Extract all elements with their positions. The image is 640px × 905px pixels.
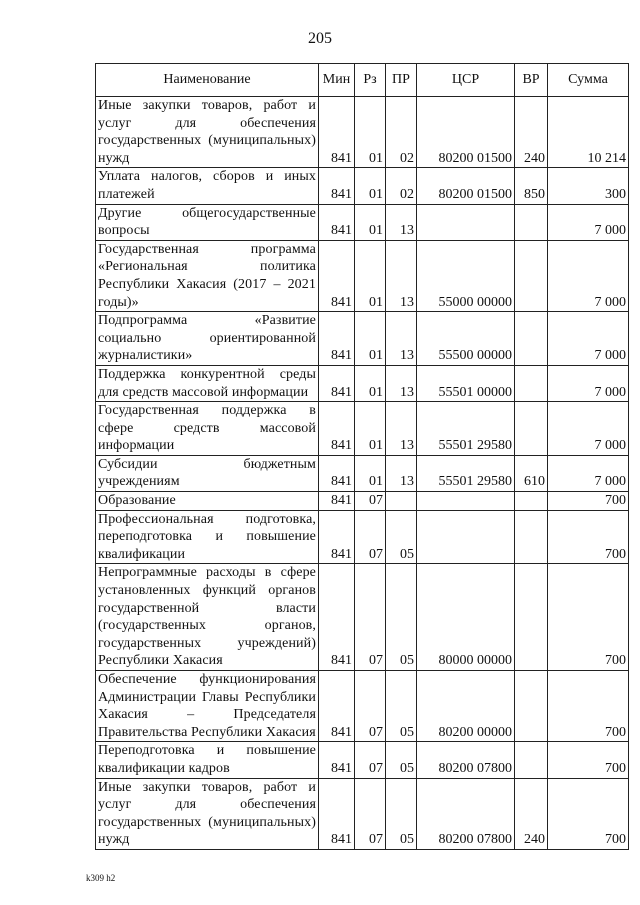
row-pr: 13 <box>386 240 417 311</box>
row-rz: 01 <box>355 312 386 366</box>
row-csr: 55501 29580 <box>417 455 515 491</box>
row-vr <box>515 240 548 311</box>
row-name: Переподготовка и повышение квалификации кадров <box>96 742 319 778</box>
row-pr: 05 <box>386 742 417 778</box>
row-rz: 07 <box>355 742 386 778</box>
row-rz: 07 <box>355 778 386 849</box>
row-pr <box>386 492 417 511</box>
table-row <box>96 671 629 742</box>
row-name: Другие общегосударственные вопросы <box>96 204 319 240</box>
footer-code: k309 h2 <box>86 873 116 883</box>
row-pr: 13 <box>386 204 417 240</box>
row-csr <box>417 510 515 564</box>
table-row <box>96 402 629 456</box>
row-csr: 80000 00000 <box>417 564 515 671</box>
row-name: Непрограммные расходы в сфере установленных функций органов государственной власти (государственных органов, государственных учреждений) Республики Хакасия <box>96 564 319 671</box>
table-row <box>96 312 629 366</box>
row-sum: 7 000 <box>548 312 629 366</box>
row-pr: 05 <box>386 510 417 564</box>
row-pr: 13 <box>386 455 417 491</box>
row-name: Уплата налогов, сборов и иных платежей <box>96 168 319 204</box>
row-csr <box>417 204 515 240</box>
row-sum: 700 <box>548 564 629 671</box>
row-pr: 05 <box>386 778 417 849</box>
row-csr: 55500 00000 <box>417 312 515 366</box>
row-sum: 700 <box>548 778 629 849</box>
table-row <box>96 492 629 511</box>
row-min: 841 <box>319 778 355 849</box>
row-pr: 05 <box>386 671 417 742</box>
row-vr: 850 <box>515 168 548 204</box>
row-vr <box>515 510 548 564</box>
row-sum: 10 214 <box>548 97 629 168</box>
row-rz: 07 <box>355 510 386 564</box>
row-sum: 700 <box>548 492 629 511</box>
table-row <box>96 97 629 168</box>
table-row <box>96 742 629 778</box>
row-min: 841 <box>319 365 355 401</box>
row-name: Поддержка конкурентной среды для средств массовой информации <box>96 365 319 401</box>
row-rz: 07 <box>355 492 386 511</box>
row-csr <box>417 492 515 511</box>
row-min: 841 <box>319 240 355 311</box>
table-row <box>96 168 629 204</box>
row-csr: 80200 01500 <box>417 168 515 204</box>
row-vr: 240 <box>515 778 548 849</box>
row-vr: 610 <box>515 455 548 491</box>
row-rz: 01 <box>355 168 386 204</box>
page-number: 205 <box>308 30 332 47</box>
row-pr: 05 <box>386 564 417 671</box>
row-min: 841 <box>319 510 355 564</box>
row-rz: 01 <box>355 365 386 401</box>
row-rz: 07 <box>355 564 386 671</box>
budget-table <box>95 63 629 850</box>
row-rz: 01 <box>355 97 386 168</box>
row-vr: 240 <box>515 97 548 168</box>
table-row <box>96 778 629 849</box>
row-sum: 700 <box>548 742 629 778</box>
row-sum: 7 000 <box>548 402 629 456</box>
header-name: Наименование <box>96 64 319 97</box>
table-header-row <box>96 64 629 97</box>
row-name: Образование <box>96 492 319 511</box>
row-min: 841 <box>319 168 355 204</box>
row-csr: 55501 00000 <box>417 365 515 401</box>
row-name: Государственная поддержка в сфере средств массовой информации <box>96 402 319 456</box>
row-name: Иные закупки товаров, работ и услуг для обеспечения государственных (муниципальных) нужд <box>96 778 319 849</box>
row-csr: 80200 01500 <box>417 97 515 168</box>
row-name: Государственная программа «Региональная политика Республики Хакасия (2017 – 2021 годы)» <box>96 240 319 311</box>
row-vr <box>515 312 548 366</box>
row-name: Иные закупки товаров, работ и услуг для обеспечения государственных (муниципальных) нужд <box>96 97 319 168</box>
row-min: 841 <box>319 742 355 778</box>
row-csr: 55000 00000 <box>417 240 515 311</box>
header-vr: ВР <box>515 64 548 97</box>
table-row <box>96 564 629 671</box>
row-min: 841 <box>319 312 355 366</box>
table-row <box>96 240 629 311</box>
header-csr: ЦСР <box>417 64 515 97</box>
row-sum: 700 <box>548 671 629 742</box>
row-min: 841 <box>319 671 355 742</box>
row-vr <box>515 742 548 778</box>
row-name: Подпрограмма «Развитие социально ориентированной журналистики» <box>96 312 319 366</box>
table-row <box>96 455 629 491</box>
row-pr: 13 <box>386 402 417 456</box>
row-csr: 80200 07800 <box>417 742 515 778</box>
row-sum: 7 000 <box>548 204 629 240</box>
row-rz: 01 <box>355 204 386 240</box>
row-pr: 02 <box>386 168 417 204</box>
row-vr <box>515 564 548 671</box>
table-row <box>96 204 629 240</box>
row-vr <box>515 204 548 240</box>
row-min: 841 <box>319 564 355 671</box>
row-min: 841 <box>319 204 355 240</box>
row-name: Обеспечение функционирования Администрации Главы Республики Хакасия – Председателя Правительства Республики Хакасия <box>96 671 319 742</box>
row-csr: 80200 07800 <box>417 778 515 849</box>
header-sum: Сумма <box>548 64 629 97</box>
row-csr: 55501 29580 <box>417 402 515 456</box>
row-min: 841 <box>319 402 355 456</box>
header-pr: ПР <box>386 64 417 97</box>
row-rz: 01 <box>355 240 386 311</box>
row-rz: 01 <box>355 455 386 491</box>
row-sum: 7 000 <box>548 455 629 491</box>
header-min: Мин <box>319 64 355 97</box>
row-vr <box>515 365 548 401</box>
row-rz: 01 <box>355 402 386 456</box>
row-vr <box>515 671 548 742</box>
row-pr: 13 <box>386 312 417 366</box>
row-sum: 300 <box>548 168 629 204</box>
row-pr: 13 <box>386 365 417 401</box>
table-row <box>96 510 629 564</box>
row-sum: 700 <box>548 510 629 564</box>
row-csr: 80200 00000 <box>417 671 515 742</box>
row-pr: 02 <box>386 97 417 168</box>
table-row <box>96 365 629 401</box>
row-name: Профессиональная подготовка, переподготовка и повышение квалификации <box>96 510 319 564</box>
row-vr <box>515 492 548 511</box>
row-min: 841 <box>319 97 355 168</box>
row-min: 841 <box>319 492 355 511</box>
row-sum: 7 000 <box>548 240 629 311</box>
row-name: Субсидии бюджетным учреждениям <box>96 455 319 491</box>
row-rz: 07 <box>355 671 386 742</box>
header-rz: Рз <box>355 64 386 97</box>
row-sum: 7 000 <box>548 365 629 401</box>
row-vr <box>515 402 548 456</box>
row-min: 841 <box>319 455 355 491</box>
